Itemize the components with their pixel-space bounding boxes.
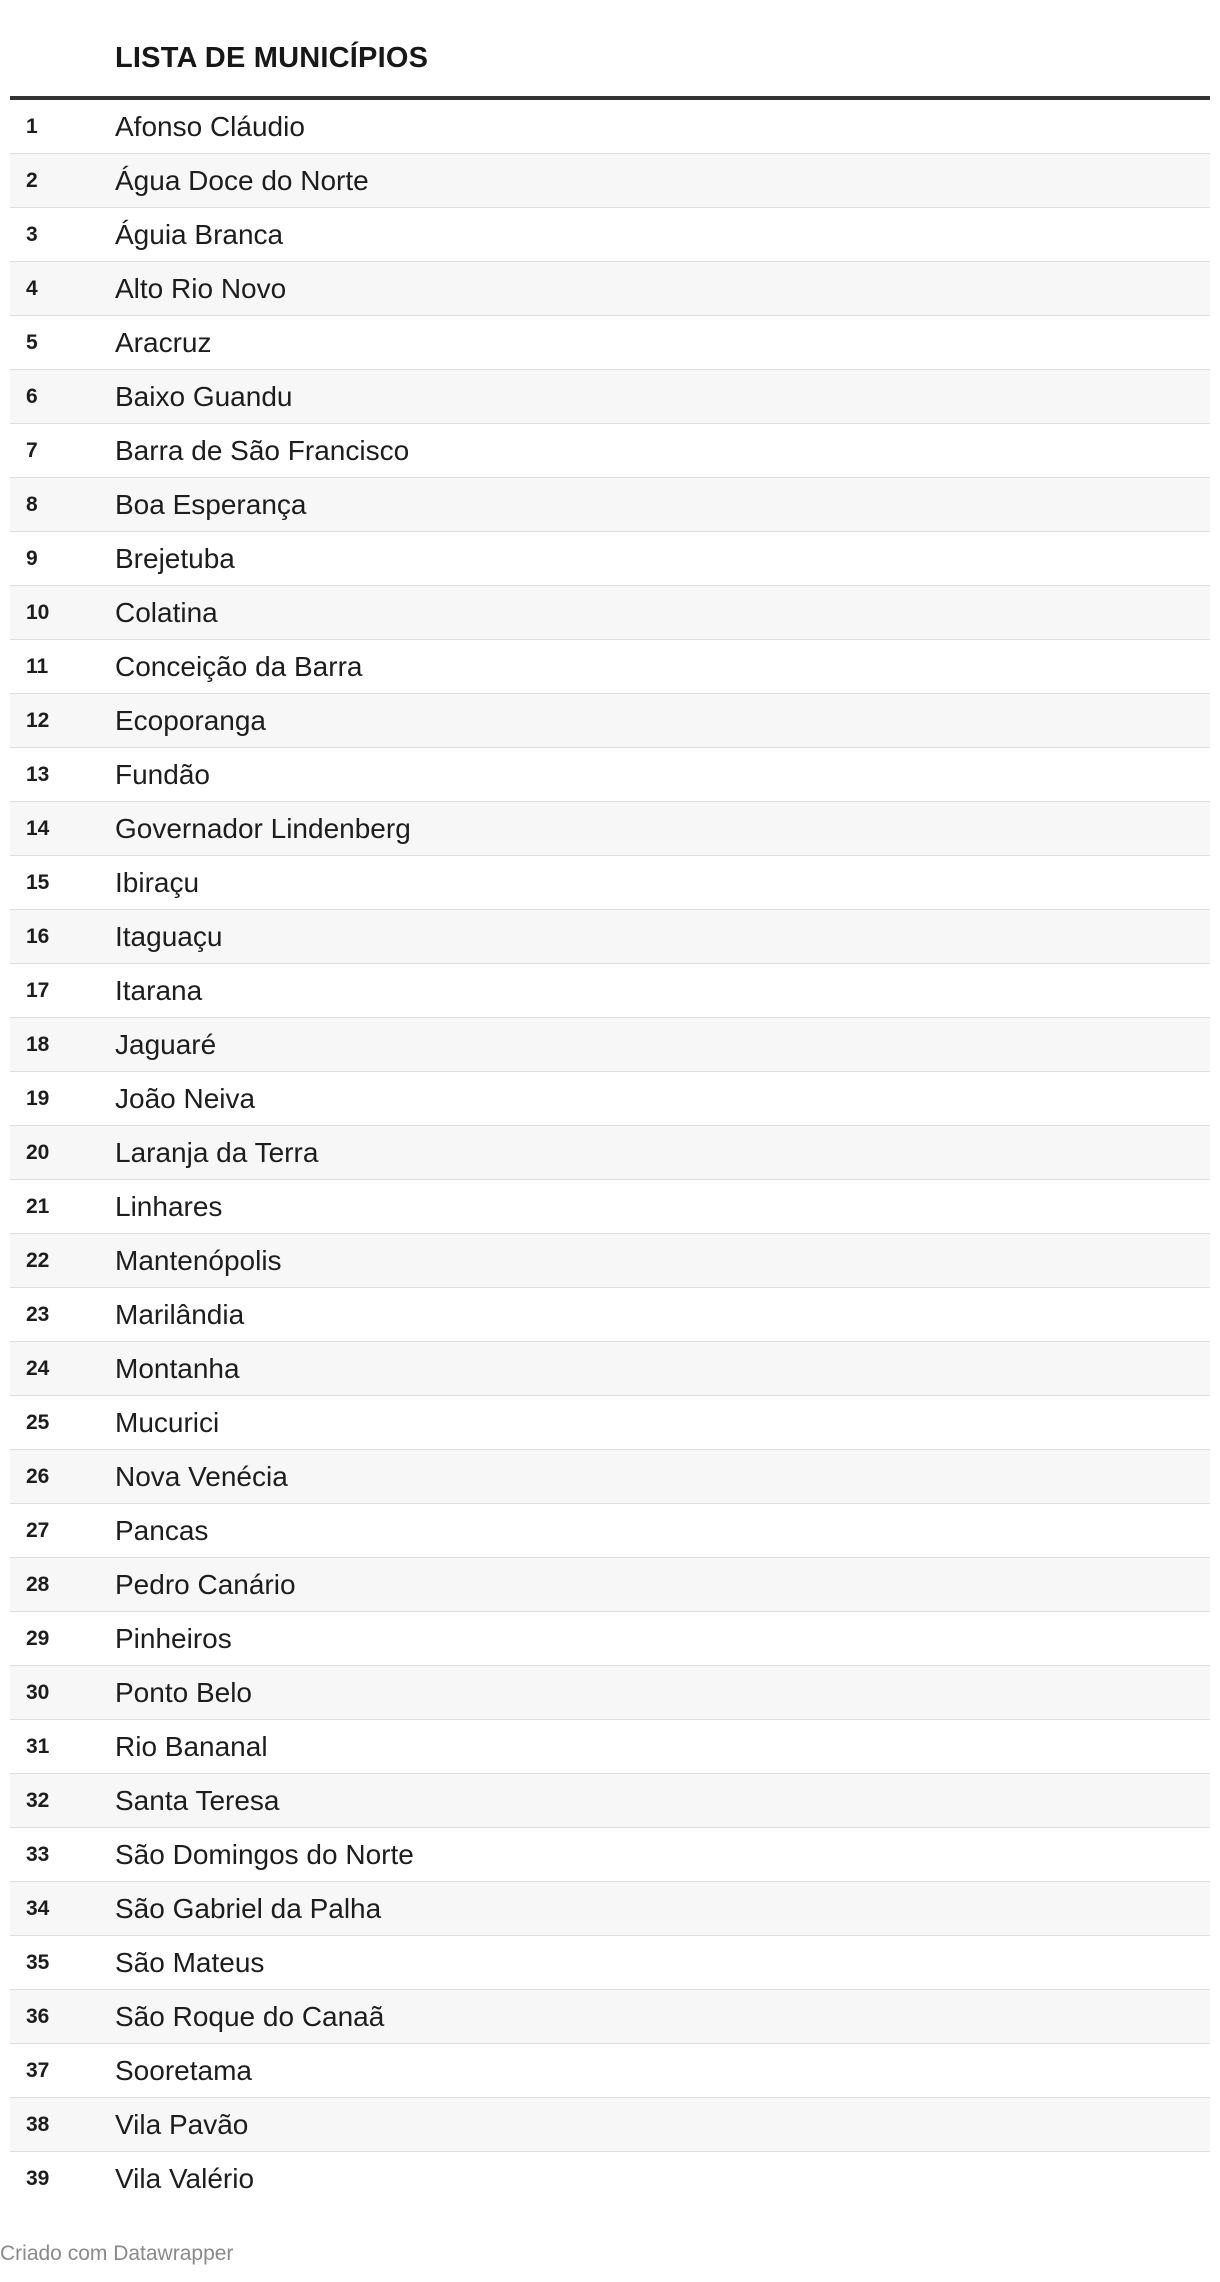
row-number: 9 bbox=[26, 547, 38, 570]
table-row bbox=[10, 1288, 1210, 1342]
row-number: 15 bbox=[26, 871, 50, 894]
table-row bbox=[10, 694, 1210, 748]
municipality-name: Vila Valério bbox=[115, 2163, 255, 2194]
row-number: 31 bbox=[26, 1735, 50, 1758]
row-number: 23 bbox=[26, 1303, 50, 1326]
municipality-name: Alto Rio Novo bbox=[115, 273, 287, 304]
row-number: 36 bbox=[26, 2005, 50, 2028]
municipality-name: São Mateus bbox=[115, 1947, 265, 1978]
table-row bbox=[10, 964, 1210, 1018]
table-row bbox=[10, 208, 1210, 262]
row-number: 39 bbox=[26, 2167, 50, 2190]
table-row bbox=[10, 316, 1210, 370]
row-number: 24 bbox=[26, 1357, 50, 1380]
row-number: 33 bbox=[26, 1843, 50, 1866]
footer-credit[interactable]: Criado com Datawrapper bbox=[0, 2242, 234, 2265]
table-row bbox=[10, 100, 1210, 154]
municipality-name: Águia Branca bbox=[115, 219, 284, 250]
row-number: 5 bbox=[26, 331, 38, 354]
row-number: 11 bbox=[26, 655, 49, 678]
table-row bbox=[10, 910, 1210, 964]
municipality-name: Itaguaçu bbox=[115, 921, 223, 952]
municipality-name: João Neiva bbox=[115, 1083, 256, 1114]
table-row bbox=[10, 1936, 1210, 1990]
municipality-name: Mucurici bbox=[115, 1407, 220, 1438]
table-row bbox=[10, 370, 1210, 424]
row-number: 6 bbox=[26, 385, 38, 408]
municipality-name: Mantenópolis bbox=[115, 1245, 282, 1276]
table-row bbox=[10, 640, 1210, 694]
municipality-name: Linhares bbox=[115, 1191, 223, 1222]
row-number: 17 bbox=[26, 979, 50, 1002]
table-row bbox=[10, 1504, 1210, 1558]
table-row bbox=[10, 1774, 1210, 1828]
municipality-name: Água Doce do Norte bbox=[115, 165, 369, 196]
table-row bbox=[10, 1450, 1210, 1504]
table-row bbox=[10, 1342, 1210, 1396]
table-row bbox=[10, 1612, 1210, 1666]
row-number: 26 bbox=[26, 1465, 50, 1488]
municipality-name: São Gabriel da Palha bbox=[115, 1893, 382, 1924]
row-number: 7 bbox=[26, 439, 38, 462]
table-row bbox=[10, 748, 1210, 802]
table-row bbox=[10, 424, 1210, 478]
municipality-name: Ecoporanga bbox=[115, 705, 267, 736]
municipality-name: Barra de São Francisco bbox=[115, 435, 410, 466]
column-header-municipio: LISTA DE MUNICÍPIOS bbox=[115, 42, 429, 74]
row-number: 29 bbox=[26, 1627, 50, 1650]
table-row bbox=[10, 1180, 1210, 1234]
table-row bbox=[10, 1666, 1210, 1720]
row-number: 22 bbox=[26, 1249, 50, 1272]
municipality-name: Brejetuba bbox=[115, 543, 235, 574]
row-number: 32 bbox=[26, 1789, 50, 1812]
table-body bbox=[10, 100, 1210, 2206]
table-row bbox=[10, 262, 1210, 316]
table-row bbox=[10, 1990, 1210, 2044]
table-row bbox=[10, 1828, 1210, 1882]
table-row bbox=[10, 2044, 1210, 2098]
municipality-name: Afonso Cláudio bbox=[115, 111, 305, 142]
municipality-name: Baixo Guandu bbox=[115, 381, 293, 412]
row-number: 37 bbox=[26, 2059, 50, 2082]
table-row bbox=[10, 154, 1210, 208]
table-row bbox=[10, 532, 1210, 586]
row-number: 34 bbox=[26, 1897, 50, 1920]
municipality-name: Pedro Canário bbox=[115, 1569, 296, 1600]
municipality-name: Nova Venécia bbox=[115, 1461, 288, 1492]
row-number: 27 bbox=[26, 1519, 50, 1542]
table-row bbox=[10, 2152, 1210, 2206]
table-row bbox=[10, 1072, 1210, 1126]
row-number: 4 bbox=[26, 277, 38, 300]
table-row bbox=[10, 1126, 1210, 1180]
municipality-name: Santa Teresa bbox=[115, 1785, 280, 1816]
table-header bbox=[10, 0, 1210, 100]
municipality-name: Pinheiros bbox=[115, 1623, 232, 1654]
row-number: 10 bbox=[26, 601, 50, 624]
row-number: 38 bbox=[26, 2113, 50, 2136]
row-number: 1 bbox=[26, 115, 38, 138]
table-row bbox=[10, 1396, 1210, 1450]
table-row bbox=[10, 2098, 1210, 2152]
municipality-name: Marilândia bbox=[115, 1299, 245, 1330]
row-number: 20 bbox=[26, 1141, 50, 1164]
municipality-name: Conceição da Barra bbox=[115, 651, 363, 682]
municipality-name: Colatina bbox=[115, 597, 218, 628]
table-row bbox=[10, 586, 1210, 640]
municipality-name: Pancas bbox=[115, 1515, 209, 1546]
municipality-name: Fundão bbox=[115, 759, 210, 790]
municipality-name: São Domingos do Norte bbox=[115, 1839, 414, 1870]
row-number: 25 bbox=[26, 1411, 50, 1434]
municipality-name: Itarana bbox=[115, 975, 203, 1006]
table-row bbox=[10, 856, 1210, 910]
table-row bbox=[10, 478, 1210, 532]
municipality-name: Ponto Belo bbox=[115, 1677, 252, 1708]
municipality-name: Aracruz bbox=[115, 327, 212, 358]
municipality-name: Boa Esperança bbox=[115, 489, 307, 520]
row-number: 2 bbox=[26, 169, 38, 192]
table-row bbox=[10, 1720, 1210, 1774]
municipality-table bbox=[10, 0, 1210, 2206]
table-row bbox=[10, 802, 1210, 856]
row-number: 8 bbox=[26, 493, 38, 516]
row-number: 14 bbox=[26, 817, 50, 840]
table-row bbox=[10, 1234, 1210, 1288]
table-row bbox=[10, 1018, 1210, 1072]
municipality-name: Rio Bananal bbox=[115, 1731, 268, 1762]
row-number: 21 bbox=[26, 1195, 50, 1218]
municipality-name: Montanha bbox=[115, 1353, 240, 1384]
row-number: 13 bbox=[26, 763, 50, 786]
municipality-name: Laranja da Terra bbox=[115, 1137, 319, 1168]
municipality-name: Vila Pavão bbox=[115, 2109, 249, 2140]
municipality-name: Jaguaré bbox=[115, 1029, 217, 1060]
municipality-name: São Roque do Canaã bbox=[115, 2001, 385, 2032]
municipality-name: Governador Lindenberg bbox=[115, 813, 411, 844]
row-number: 3 bbox=[26, 223, 38, 246]
table-row bbox=[10, 1882, 1210, 1936]
row-number: 35 bbox=[26, 1951, 50, 1974]
table-row bbox=[10, 1558, 1210, 1612]
row-number: 30 bbox=[26, 1681, 50, 1704]
row-number: 12 bbox=[26, 709, 50, 732]
row-number: 16 bbox=[26, 925, 50, 948]
row-number: 19 bbox=[26, 1087, 50, 1110]
row-number: 18 bbox=[26, 1033, 50, 1056]
municipality-name: Ibiraçu bbox=[115, 867, 200, 898]
municipality-name: Sooretama bbox=[115, 2055, 252, 2086]
row-number: 28 bbox=[26, 1573, 50, 1596]
